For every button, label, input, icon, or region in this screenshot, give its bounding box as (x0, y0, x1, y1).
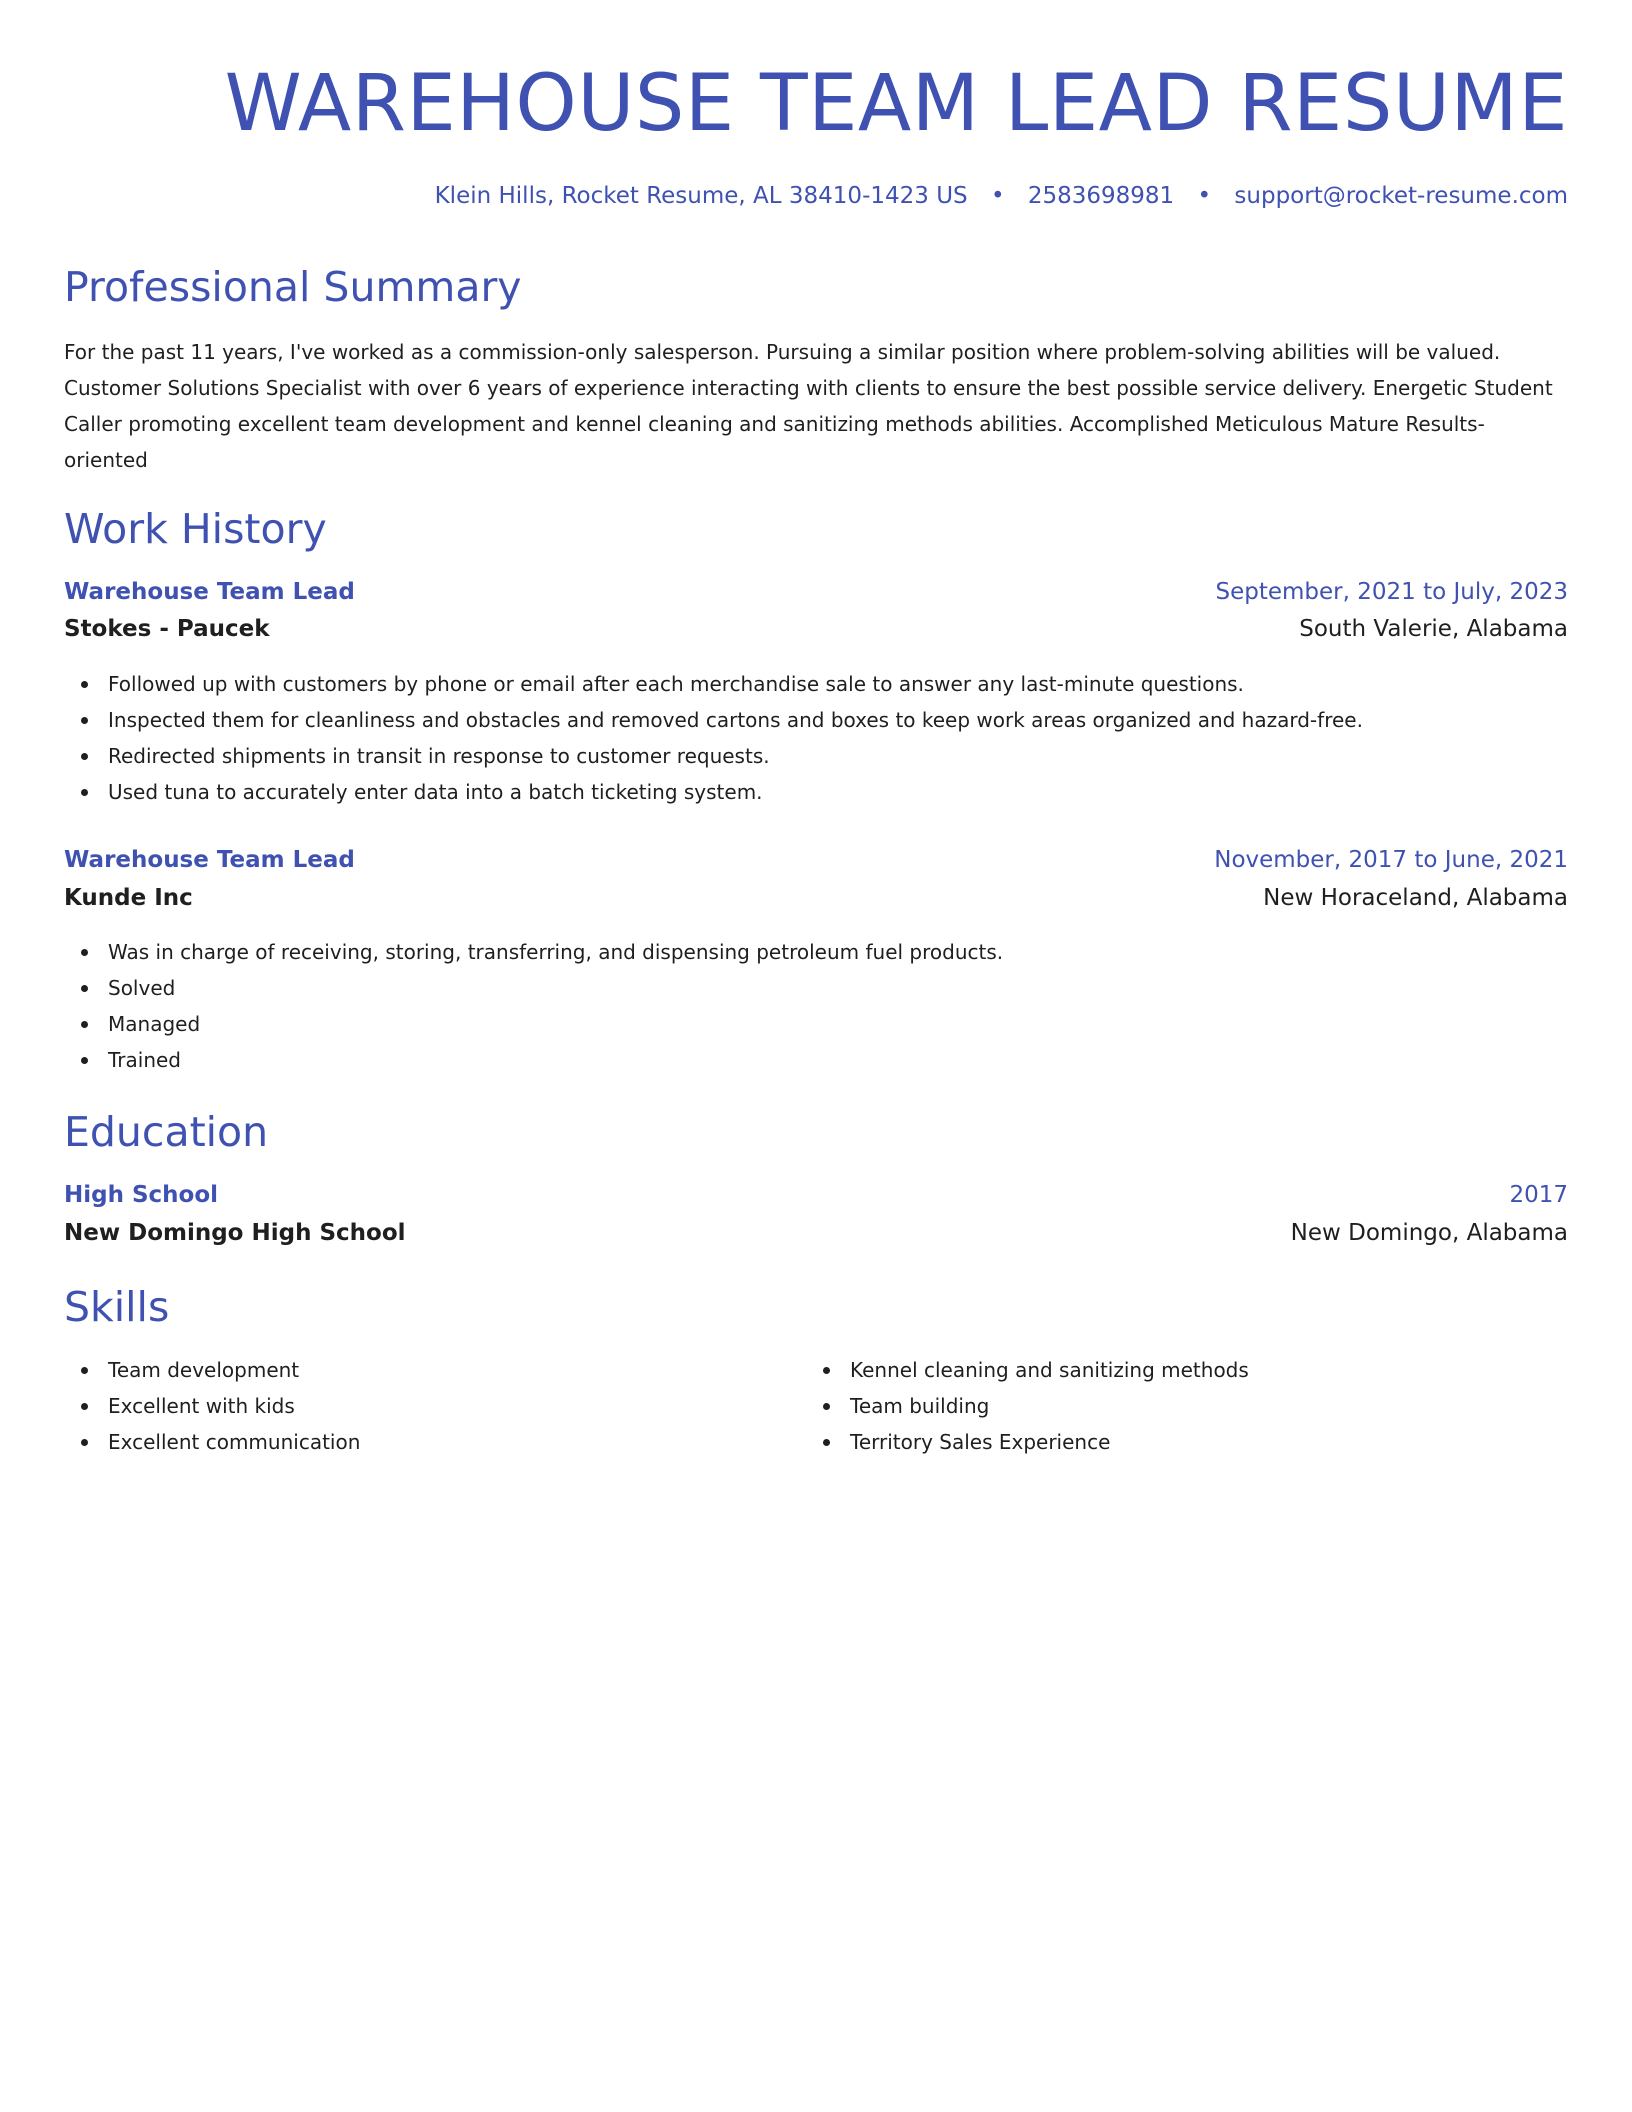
education-school-row (64, 1216, 1568, 1250)
summary-heading: Professional Summary (64, 263, 522, 311)
list-item: Inspected them for cleanliness and obstacles and removed cartons and boxes to keep work areas organized and hazard-free. (108, 702, 1363, 738)
education-location: New Domingo, Alabama (1290, 1220, 1568, 1246)
skill-item: Kennel cleaning and sanitizing methods (850, 1352, 1249, 1388)
contact-email[interactable]: support@rocket-resume.com (1234, 183, 1568, 209)
job-location: New Horaceland, Alabama (1263, 885, 1568, 911)
skills-list-right (806, 1352, 1249, 1460)
job-employer-row (64, 612, 1568, 646)
list-item: Managed (108, 1006, 1003, 1042)
job-dates: November, 2017 to June, 2021 (1214, 847, 1568, 873)
contact-phone: 2583698981 (1027, 183, 1175, 209)
list-item: Used tuna to accurately enter data into a batch ticketing system. (108, 774, 1363, 810)
education-year: 2017 (1509, 1182, 1568, 1208)
job-duties-list (64, 666, 1363, 810)
skills-list-left (64, 1352, 360, 1460)
job-header (64, 843, 1568, 877)
job-dates: September, 2021 to July, 2023 (1215, 579, 1568, 605)
job-company: Stokes - Paucek (64, 616, 270, 642)
skill-item: Excellent with kids (108, 1388, 360, 1424)
job-title: Warehouse Team Lead (64, 579, 355, 605)
list-item: Solved (108, 970, 1003, 1006)
contact-separator: • (1197, 183, 1212, 209)
job-title: Warehouse Team Lead (64, 847, 355, 873)
skill-item: Excellent communication (108, 1424, 360, 1460)
education-degree: High School (64, 1182, 219, 1208)
work-history-heading: Work History (64, 505, 327, 553)
list-item: Was in charge of receiving, storing, transferring, and dispensing petroleum fuel products. (108, 934, 1003, 970)
summary-text: For the past 11 years, I've worked as a commission-only salesperson. Pursuing a similar position where problem-solving abilities will be valued. Customer Solutions Specialist with over 6 years of experience interacting with clients to ensure the best possible service delivery. Energetic Student Caller promoting excellent team development and kennel cleaning and sanitizing methods abilities. Accomplished Meticulous Mature Results-oriented (64, 340, 1553, 472)
skill-item: Team building (850, 1388, 1249, 1424)
list-item: Trained (108, 1042, 1003, 1078)
list-item: Redirected shipments in transit in response to customer requests. (108, 738, 1363, 774)
education-header (64, 1178, 1568, 1212)
education-heading: Education (64, 1108, 269, 1156)
skill-item: Territory Sales Experience (850, 1424, 1249, 1460)
education-school: New Domingo High School (64, 1220, 406, 1246)
job-employer-row (64, 881, 1568, 915)
contact-line (435, 180, 1568, 212)
job-location: South Valerie, Alabama (1299, 616, 1568, 642)
list-item: Followed up with customers by phone or email after each merchandise sale to answer any last-minute questions. (108, 666, 1363, 702)
skills-heading: Skills (64, 1283, 170, 1331)
job-header (64, 575, 1568, 609)
resume-title: WAREHOUSE TEAM LEAD RESUME (224, 59, 1568, 149)
skill-item: Team development (108, 1352, 360, 1388)
contact-address: Klein Hills, Rocket Resume, AL 38410-1423 US (434, 183, 968, 209)
job-duties-list (64, 934, 1003, 1078)
contact-separator: • (990, 183, 1005, 209)
job-company: Kunde Inc (64, 885, 193, 911)
